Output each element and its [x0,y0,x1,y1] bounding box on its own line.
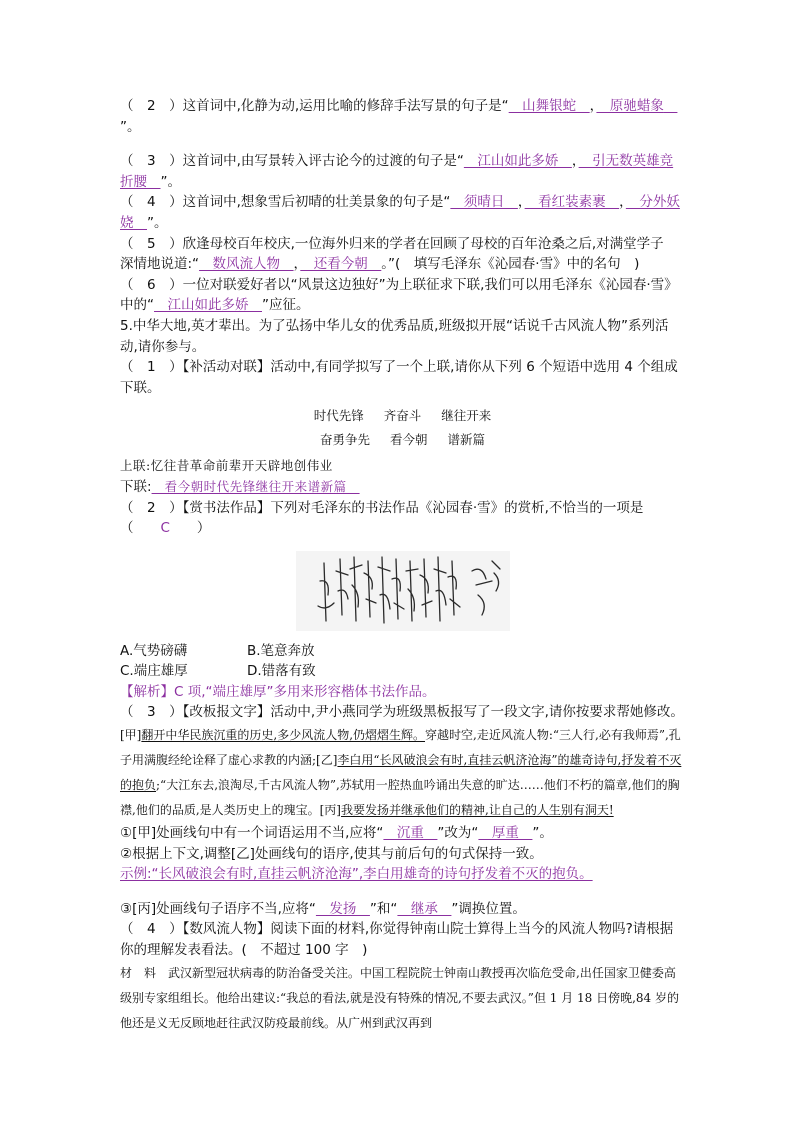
q5-answer-2: 还看今朝 [300,256,382,273]
option-b: B.笔意奔放 [247,642,315,659]
lower-couplet [120,477,685,498]
material-label: 材 料 [120,965,157,980]
q4-line [120,192,685,233]
option-a: A.气势磅礴 [120,642,188,659]
paren-close: ） [169,520,211,537]
phrase-item: 时代先锋 [313,408,364,424]
q5-answer-1: 数风流人物 [199,256,294,273]
underlined-sentence-bing: 我要发扬并继承他们的精神,让自己的人生别有洞天! [341,803,614,818]
calligraphy-image [296,551,510,631]
item1-answer-2: 厚重 [478,825,533,842]
s3-item-2-answer: 示例:“长风破浪会有时,直挂云帆济沧海”,李白用雄奇的诗句抒发着不灭的抱负。 [120,866,593,883]
passage-text-1: 穿越时空,走近风流人物:“三人行,必有我师焉”,孔子用满腹经纶诠释了虚心求教的内涵;[乙] [120,728,681,768]
item1-end: ”。 [532,825,553,842]
q5-context: （ 5 ）欣逢母校百年校庆,一位海外归来的学者在回顾了母校的百年沧桑之后,对满堂学子 [120,235,664,252]
q6-end: ”应征。 [262,297,310,314]
q6-prompt: 中的“ [120,297,154,314]
item3-end: ”调换位置。 [451,900,526,917]
q3-separator: ， [571,153,579,170]
q6-answer: 江山如此多娇 [154,297,262,314]
upper-couplet: 上联:忆往昔革命前辈开天辟地创伟业 [120,458,333,474]
phrase-item: 齐奋斗 [383,408,422,424]
q5-line [120,234,685,275]
q4-separator-2: ， [619,194,626,211]
option-c: C.端庄雄厚 [120,663,188,680]
phrase-item: 奋勇争先 [319,432,370,448]
q4-answer-2: 看红装素裹 [524,194,620,211]
s2-title: （ 2 ）【赏书法作品】下列对毛泽东的书法作品《沁园春·雪》的赏析,不恰当的一项是 [120,499,644,516]
q4-prompt: （ 4 ）这首词中,想象雪后初晴的壮美景象的句子是“ [120,194,451,211]
item1-prompt: ①[甲]处画线句中有一个词语运用不当,应将“ [120,825,384,842]
s2-answer-line [120,518,685,539]
phrase-row-1 [120,404,685,428]
q5-prompt: 深情地说道:“ [120,256,200,273]
phrase-item: 谱新篇 [447,432,486,448]
explanation-label: 【解析】 [120,683,174,700]
s2-options-row-1 [120,641,685,662]
explanation-text: C 项,“端庄雄厚”多用来形容楷体书法作品。 [174,683,436,700]
q6-context: （ 6 ）一位对联爱好者以“风景这边独好”为上联征求下联,我们可以用毛泽东《沁园春·雪》 [120,276,678,293]
s2-options-row-2 [120,661,685,682]
s2-answer: C [160,520,170,537]
s3-item-3 [120,899,685,920]
s4-material [120,961,685,1036]
q4-answer-1: 须晴日 [450,194,518,211]
lower-couplet-label: 下联: [120,478,152,495]
q3-prompt: （ 3 ）这首词中,由写景转入评古论今的过渡的句子是“ [120,153,464,170]
phrase-item: 继往开来 [441,408,492,424]
q5-end: 。”( 填写毛泽东《沁园春·雪》中的名句 ) [381,256,640,273]
s2-explanation [120,682,685,703]
item3-mid: ”和“ [369,900,398,917]
q3-answer-2: 引无数英雄竞折腰 [120,153,674,190]
material-text: 武汉新型冠状病毒的防治备受关注。中国工程院院士钟南山教授再次临危受命,出任国家卫健委高级别专家组组长。他给出建议:“我总的看法,就是没有特殊的情况,不要去武汉。”但 1 月 18 日傍晚,84 岁的他还是义无反顾地赶往武汉防疫最前线。从广州到武汉再到 [120,965,680,1030]
phrase-item: 看今朝 [389,432,428,448]
item3-prompt: ③[丙]处画线句子语序不当,应将“ [120,900,316,917]
item3-answer-1: 发扬 [315,900,370,917]
phrase-row-2 [120,428,685,452]
item3-answer-2: 继承 [397,900,452,917]
q4-answer-3: 分外妖娆 [120,194,680,231]
underlined-sentence-yi: 李白用“长风破浪会有时,直挂云帆济沧海”的雄奇诗句,抒发着不灭的抱负 [120,753,682,793]
document-page [120,96,685,1036]
s3-item-2: ②根据上下文,调整[乙]处画线句的语序,使其与前后句的句式保持一致。 [120,845,543,862]
q2-separator: ， [589,98,597,114]
lower-couplet-answer: 看今朝时代先锋继往开来谱新篇 [151,478,360,494]
s3-passage [120,723,685,823]
item1-mid: ”改为“ [437,825,479,842]
q6-line [120,275,685,316]
phrase-box [120,404,685,452]
q3-end: ”。 [160,173,181,190]
q2-answer-2: 原驰蜡象 [596,98,678,114]
s4-title: （ 4 ）【数风流人物】阅读下面的材料,你觉得钟南山院士算得上当今的风流人物吗?请根据你的理解发表看法。( 不超过 100 字 ) [120,921,674,959]
q2-prompt: （ 2 ）这首词中,化静为动,运用比喻的修辞手法写景的句子是“ [120,98,509,114]
q5-separator: ， [293,256,301,273]
underlined-sentence-jia: 翻开中华民族沉重的历史,多少风流人物,仍熠熠生辉。 [141,728,426,743]
s3-item-1 [120,823,685,844]
s1-title: （ 1 ）【补活动对联】活动中,有同学拟写了一个上联,请你从下列 6 个短语中选用 4 个组成下联。 [120,359,678,396]
question-5-intro: 5.中华大地,英才辈出。为了弘扬中华儿女的优秀品质,班级拟开展“话说千古风流人物”系列活动,请你参与。 [120,317,669,355]
s3-title: （ 3 ）【改板报文字】活动中,尹小燕同学为班级黑板报写了一段文字,请你按要求帮她修改。 [120,704,684,721]
q3-answer-1: 江山如此多娇 [463,153,572,170]
q2-line [120,96,685,137]
mark-jia: [甲] [120,728,142,743]
q2-end: ”。 [120,118,141,135]
item1-answer-1: 沉重 [383,825,438,842]
q3-line [120,151,685,192]
q2-answer-1: 山舞银蛇 [508,98,590,114]
option-d: D.错落有致 [247,663,316,680]
q4-separator-1: ， [517,194,525,211]
q4-end: ”。 [147,214,168,231]
paren-open: （ [120,520,161,537]
passage-text-2: ;“大江东去,浪淘尽,千古风流人物”,苏轼用一腔热血吟诵出失意的旷达……他们不朽的篇章,他们的胸襟,他们的品质,是人类历史上的瑰宝。[丙] [120,778,680,818]
